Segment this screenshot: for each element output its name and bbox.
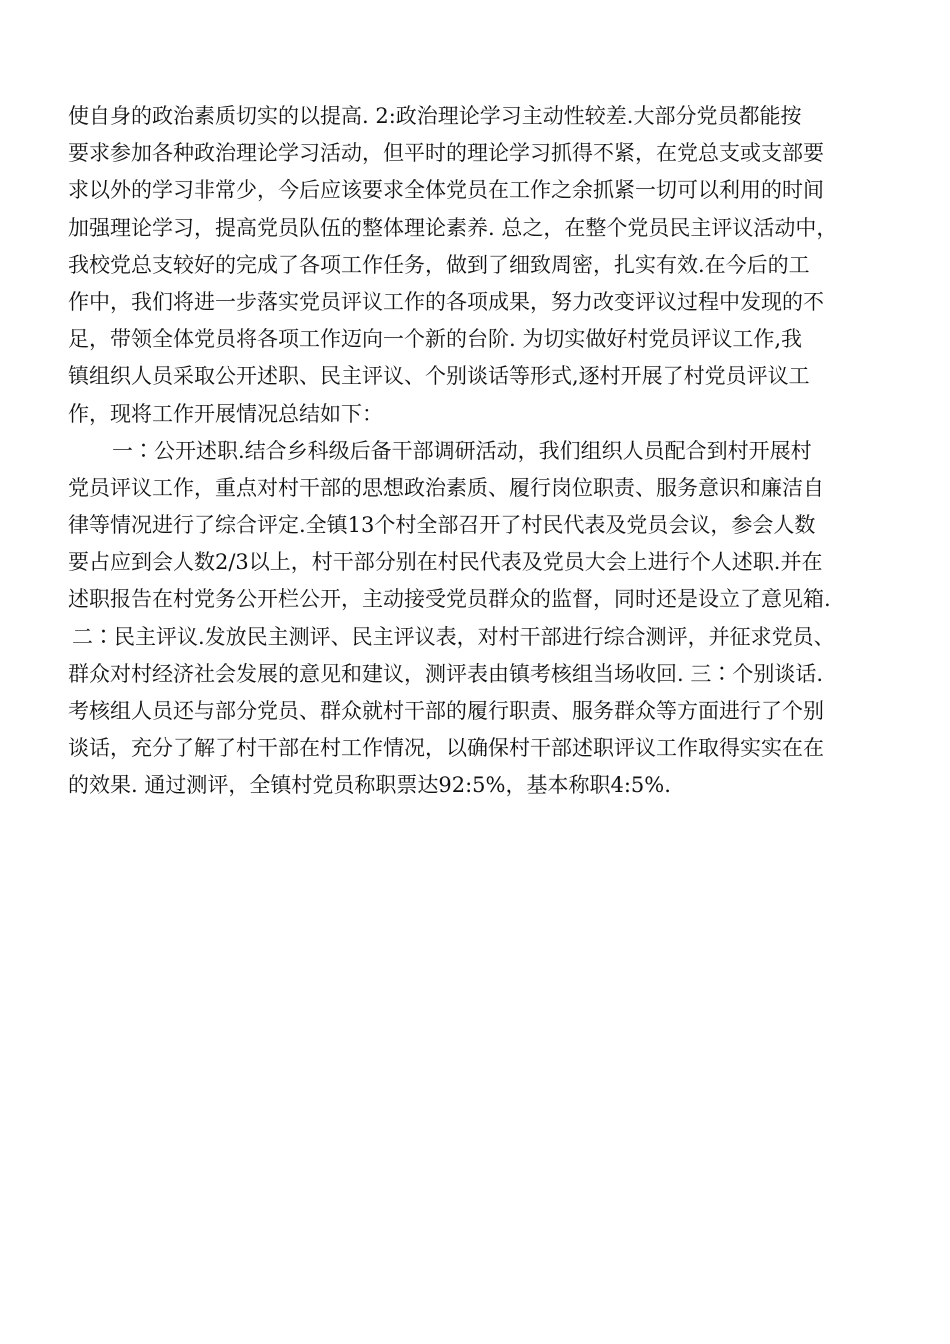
- text-line: 述职报告在村党务公开栏公开，主动接受党员群众的监督，同时还是设立了意见箱.: [68, 587, 831, 612]
- text-line: 的效果. 通过测评，全镇村党员称职票达92:5%，基本称职4:5%.: [68, 773, 671, 798]
- text-line: 足，带领全体党员将各项工作迈向一个新的台阶. 为切实做好村党员评议工作,我: [68, 327, 803, 352]
- text-line: 要占应到会人数2/3以上，村干部分别在村民代表及党员大会上进行个人述职.并在: [68, 550, 823, 575]
- text-line: 谈话，充分了解了村干部在村工作情况，以确保村干部述职评议工作取得实实在在: [68, 736, 824, 761]
- text-line: 考核组人员还与部分党员、群众就村干部的履行职责、服务群众等方面进行了个别: [68, 699, 824, 723]
- text-line: 二∶民主评议.发放民主测评、民主评议表，对村干部进行综合测评，并征求党员、: [72, 624, 835, 649]
- text-line: 加强理论学习，提高党员队伍的整体理论素养. 总之，在整个党员民主评议活动中，: [68, 215, 838, 240]
- text-line: 作中，我们将进一步落实党员评议工作的各项成果，努力改变评议过程中发现的不: [68, 289, 824, 314]
- text-line: 作，现将工作开展情况总结如下：: [68, 401, 383, 426]
- text-line: 群众对村经济社会发展的意见和建议，测评表由镇考核组当场收回. 三∶个别谈话.: [68, 661, 824, 686]
- text-line: 我校党总支较好的完成了各项工作任务，做到了细致周密，扎实有效.在今后的工: [68, 252, 810, 277]
- document-body: [68, 98, 908, 805]
- paragraph-first-line: 一∶公开述职.结合乡科级后备干部调研活动，我们组织人员配合到村开展村: [112, 438, 812, 463]
- text-line: 律等情况进行了综合评定.全镇13个村全部召开了村民代表及党员会议，参会人数: [68, 513, 816, 538]
- text-line: 镇组织人员采取公开述职、民主评议、个别谈话等形式,逐村开展了村党员评议工: [68, 364, 810, 389]
- text-line: 使自身的政治素质切实的以提高. 2:政治理论学习主动性较差.大部分党员都能按: [68, 104, 802, 128]
- text-line: 要求参加各种政治理论学习活动，但平时的理论学习抓得不紧，在党总支或支部要: [68, 141, 824, 166]
- text-line: 党员评议工作，重点对村干部的思想政治素质、履行岗位职责、服务意识和廉洁自: [68, 475, 824, 500]
- text-line: 求以外的学习非常少，今后应该要求全体党员在工作之余抓紧一切可以利用的时间: [68, 178, 824, 203]
